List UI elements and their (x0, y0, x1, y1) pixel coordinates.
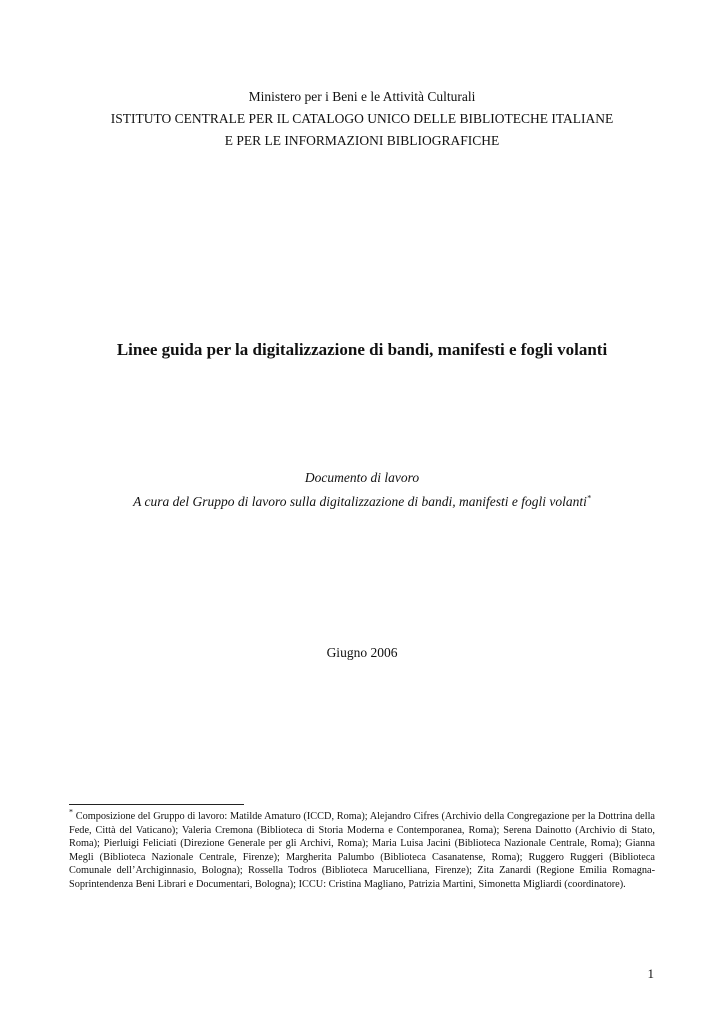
ministry-name: Ministero per i Beni e le Attività Culturali (248, 89, 476, 104)
document-header (0, 86, 724, 152)
document-subtitle (0, 466, 724, 514)
footnote-reference: * (586, 493, 591, 503)
document-type: Documento di lavoro (304, 470, 420, 485)
footnote-text: Composizione del Gruppo di lavoro: Matilde Amaturo (ICCD, Roma); Alejandro Cifres (Archivio della Congregazione per la Dottrina della Fede, Città del Vaticano); Valeria Cremona (Biblioteca di Storia Moderna e Contemporanea, Roma); Serena Dainotto (Archivio di Stato, Roma); Pierluigi Feliciati (Direzione Generale per gli Archivi, Roma); Maria Luisa Jacini (Biblioteca Nazionale Centrale, Roma); Gianna Megli (Biblioteca Nazionale Centrale, Firenze); Margherita Palumbo (Biblioteca Casanatense, Roma); Ruggero Ruggeri (Biblioteca Comunale dell’Archiginnasio, Bologna); Rossella Todros (Biblioteca Marucelliana, Firenze); Zita Zanardi (Regione Emilia Romagna-Soprintendenza Beni Librari e Documentari, Bologna); ICCU: Cristina Magliano, Patrizia Martini, Simonetta Migliardi (coordinatore). (69, 811, 656, 890)
authorship-line (0, 490, 724, 514)
document-date: Giugno 2006 (326, 645, 398, 660)
document-title: Linee guida per la digitalizzazione di bandi, manifesti e fogli volanti (116, 340, 608, 359)
footnote-separator (69, 804, 244, 805)
footnote-marker: * (69, 807, 73, 817)
institute-name-line1: ISTITUTO CENTRALE PER IL CATALOGO UNICO DELLE BIBLIOTECHE ITALIANE (110, 111, 614, 126)
page-number: 1 (647, 966, 654, 981)
authorship-text: A cura del Gruppo di lavoro sulla digitalizzazione di bandi, manifesti e fogli volanti (133, 494, 587, 509)
footnote (69, 807, 656, 891)
institute-name-line2: E PER LE INFORMAZIONI BIBLIOGRAFICHE (224, 133, 500, 148)
